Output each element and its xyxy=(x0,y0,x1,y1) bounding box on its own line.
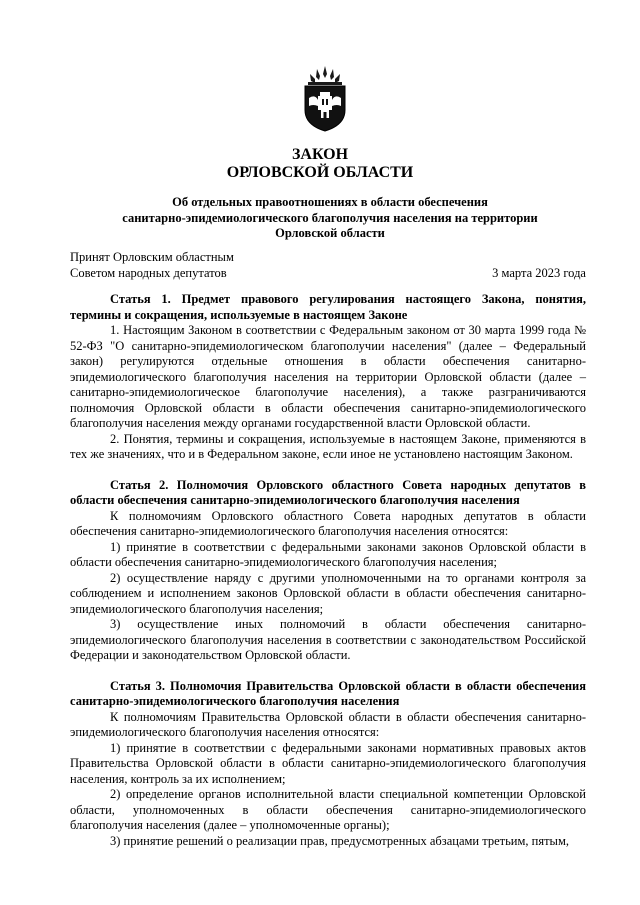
law-subtitle xyxy=(70,195,590,242)
article-3-paragraph: К полномочиям Правительства Орловской области в области обеспечения санитарно-эпидемиологического благополучия населения относятся: xyxy=(70,709,586,739)
document-type-title: ЗАКОН xyxy=(291,146,349,163)
article-2-paragraph: К полномочиям Орловского областного Совета народных депутатов в области обеспечения санитарно-эпидемиологического благополучия населения относятся: xyxy=(70,508,586,538)
document-body xyxy=(70,292,586,849)
article-1-paragraph: 2. Понятия, термины и сокращения, используемые в настоящем Законе, применяются в тех же значениях, что и в Федеральном законе, если иное не установлено настоящим Законом. xyxy=(70,431,586,461)
article-1-heading: Статья 1. Предмет правового регулирования настоящего Закона, понятия, термины и сокращения, используемые в настоящем Законе xyxy=(70,292,586,322)
article-3-paragraph: 2) определение органов исполнительной власти специальной компетенции Орловской области, уполномоченных в области обеспечения санитарно-эпидемиологического благополучия населения (далее – уполномоченные органы); xyxy=(70,787,586,832)
adoption-block xyxy=(70,250,586,281)
article-3-paragraph: 1) принятие в соответствии с федеральными законами нормативных правовых актов Правительства Орловской области в области санитарно-эпидемиологического благополучия населения, контроль за их исполнением; xyxy=(70,740,586,786)
article-2-heading: Статья 2. Полномочия Орловского областного Совета народных депутатов в области обеспечения санитарно-эпидемиологического благополучия населения xyxy=(70,477,586,507)
adopted-by-line2: Советом народных депутатов xyxy=(70,265,227,280)
subtitle-line: санитарно-эпидемиологического благополучия населения на территории xyxy=(122,210,538,225)
article-2-paragraph: 1) принятие в соответствии с федеральными законами законов Орловской области в области обеспечения санитарно-эпидемиологического благополучия населения; xyxy=(70,539,586,569)
subtitle-line: Об отдельных правоотношениях в области обеспечения xyxy=(172,195,488,209)
orel-oblast-coat-of-arms-icon xyxy=(297,64,353,132)
article-3-paragraph: 3) принятие решений о реализации прав, предусмотренных абзацами третьим, пятым, xyxy=(110,833,569,848)
adopted-by-line1: Принят Орловским областным xyxy=(70,250,234,264)
article-3-heading: Статья 3. Полномочия Правительства Орловской области в области обеспечения санитарно-эпидемиологического благополучия населения xyxy=(70,678,586,708)
subtitle-line: Орловской области xyxy=(275,226,385,240)
article-2-paragraph: 2) осуществление наряду с другими уполномоченными на то органами контроля за соблюдением и исполнением законов Орловской области в области обеспечения санитарно-эпидемиологического благополучия населения; xyxy=(70,570,586,616)
article-1-paragraph: 1. Настоящим Законом в соответствии с Федеральным законом от 30 марта 1999 года № 52-ФЗ "О санитарно-эпидемиологическом благополучии населения" (далее – Федеральный закон) регулируются отдельные отношения в области обеспечения санитарно-эпидемиологического благополучия населения на территории Орловской области (далее – санитарно-эпидемиологическое благополучие населения), а также разграничиваются полномочия Орловской области в области обеспечения санитарно-эпидемиологического благополучия населения между органами государственной власти Орловской области. xyxy=(70,323,586,430)
article-2-paragraph: 3) осуществление иных полномочий в области обеспечения санитарно-эпидемиологического благополучия населения в соответствии с законодательством Российской Федерации и законодательством Орловской области. xyxy=(70,617,586,662)
adoption-date: 3 марта 2023 года xyxy=(492,265,586,280)
document-region-title: ОРЛОВСКОЙ ОБЛАСТИ xyxy=(226,164,414,181)
